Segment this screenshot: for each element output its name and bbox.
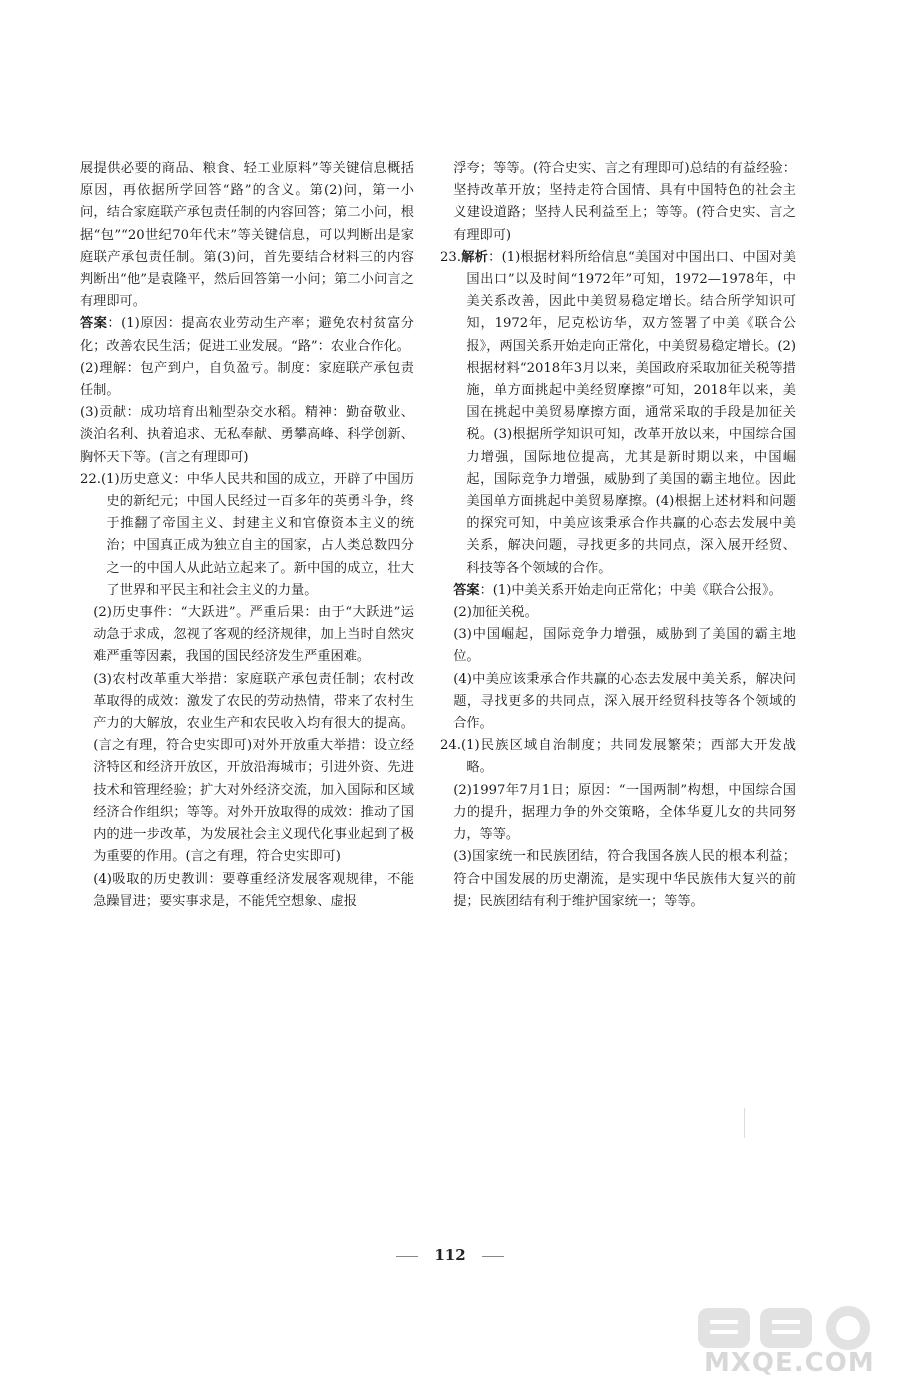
answer-21-answer-part1-text: ：(1)原因：提高农业劳动生产率；避免农村贫富分化；改善农民生活；促进工业发展。“路”：农业合作化。: [80, 316, 414, 354]
question-22-part2: (2)历史事件：“大跃进”。严重后果：由于“大跃进”运动急于求成，忽视了客观的经济规律，加上当时自然灾难严重等因素，我国的国民经济发生严重困难。: [93, 605, 414, 665]
question-23-answer-part2: (2)加征关税。: [453, 605, 538, 621]
question-23-analysis-text: ：(1)根据材料所给信息“美国对中国出口、中国对美国出口”以及时间“1972年”可知，1972—1978年，中美关系改善，因此中美贸易稳定增长。结合所学知识可知，1972年，尼克松访华，双方签署了中美《联合公报》，两国关系开始走向正常化，中美贸易稳定增长。(2)根据材料“2018年3月以来，美国政府采取加征关税等措施，单方面挑起中美经贸摩擦”可知，2018年以来，美国在挑起中美贸易摩擦方面，通常采取的手段是加征关税。(3)根据所学知识可知，改革开放以来，中国综合国力增强，国际地位提高，尤其是新时期以来，中国崛起，国际竞争力增强，威胁到了美国的霸主地位。因此美国单方面挑起中美贸易摩擦。(4)根据上述材料和问题的探究可知，中美应该秉承合作共赢的心态去发展中美关系，解决问题，寻找更多的共同点，深入展开经贸、科技等各个领域的合作。: [466, 249, 797, 576]
watermark: [696, 1302, 886, 1382]
question-23-answer-part1: [440, 580, 796, 602]
question-23-answer-part3: (3)中国崛起，国际竞争力增强，威胁到了美国的霸主地位。: [453, 627, 796, 665]
answer-21-analysis-continued: 展提供必要的商品、粮食、轻工业原料”等关键信息概括原因，再依据所学回答“路”的含义。第(2)问，第一小问，结合家庭联产承包责任制的内容回答；第二小问，根据“包”“20世纪70年代末”等关键信息，可以判断出是家庭联产承包责任制。第(3)问，首先要结合材料三的内容判断出“他”是袁隆平，然后回答第一小问；第二小问言之有理即可。: [80, 161, 414, 310]
footer-dash-right: [482, 1256, 504, 1257]
question-22-part3: (3)农村改革重大举措：家庭联产承包责任制；农村改革取得的成效：激发了农民的劳动热情，带来了农村生产力的大解放，农业生产和农民收入均有很大的提高。(言之有理，符合史实即可)对外开放重大举措：设立经济特区和经济开放区，开放沿海城市；引进外资、先进技术和管理经验；扩大对外经济交流，加入国际和区域经济合作组织；等等。对外开放取得的成效：推动了国内的进一步改革，为发展社会主义现代化事业起到了极为重要的作用。(言之有理，符合史实即可): [93, 671, 414, 865]
question-24-part2: (2)1997年7月1日；原因：“一国两制”构想，中国综合国力的提升，据理力争的外交策略，全体华夏儿女的共同努力，等等。: [453, 782, 796, 843]
question-22-part4: (4)吸取的历史教训：要尊重经济发展客观规律，不能急躁冒进；要实事求是，不能凭空想象、虚报: [93, 871, 414, 909]
footer-dash-left: [396, 1256, 418, 1257]
question-24-part1: 24.(1)民族区域自治制度；共同发展繁荣；西部大开发战略。: [440, 738, 796, 776]
page-number: 112: [434, 1246, 466, 1264]
question-23-answer-part4: (4)中美应该秉承合作共赢的心态去发展中美关系，解决问题，寻找更多的共同点，深入展开经贸科技等各个领域的合作。: [453, 671, 796, 732]
question-24-part3: (3)国家统一和民族团结，符合我国各族人民的根本利益；符合中国发展的历史潮流，是实现中华民族伟大复兴的前提；民族团结有利于维护国家统一；等等。: [453, 849, 796, 909]
answer-label: 答案: [453, 582, 480, 598]
question-22-part1: 22.(1)历史意义：中华人民共和国的成立，开辟了中国历史的新纪元；中国人民经过一百多年的英勇斗争，终于推翻了帝国主义、封建主义和官僚资本主义的统治；中国真正成为独立自主的国家，占人类总数四分之一的中国人从此站立起来了。新中国的成立，壮大了世界和平民主和社会主义的力量。: [80, 471, 414, 598]
left-column: [80, 158, 414, 913]
question-23-analysis: [440, 247, 796, 580]
watermark-logo-icon: [696, 1302, 886, 1354]
question-22-part4-continued: 浮夸；等等。(符合史实、言之有理即可)总结的有益经验：坚持改革开放；坚持走符合国情、具有中国特色的社会主义建设道路；坚持人民利益至上；等等。(符合史实、言之有理即可): [453, 161, 796, 243]
question-23-answer-part1-text: ：(1)中美关系开始走向正常化；中美《联合公报》。: [479, 582, 782, 598]
answer-label: 答案: [80, 316, 108, 332]
answer-21-answer-part3: (3)贡献：成功培育出籼型杂交水稻。精神：勤奋敬业、淡泊名利、执着追求、无私奉献、勇攀高峰、科学创新、胸怀天下等。(言之有理即可): [80, 405, 414, 465]
scan-artifact: [744, 1108, 745, 1138]
right-column: [440, 158, 796, 913]
watermark-url: MXQE.COM: [704, 1348, 875, 1378]
analysis-label: 解析: [460, 249, 489, 265]
answer-21-answer-part1: [80, 313, 414, 357]
answer-21-answer-part2: (2)理解：包产到户，自负盈亏。制度：家庭联产承包责任制。: [80, 360, 414, 399]
question-23-number: 23.: [440, 249, 461, 265]
page-footer: [0, 1246, 900, 1264]
